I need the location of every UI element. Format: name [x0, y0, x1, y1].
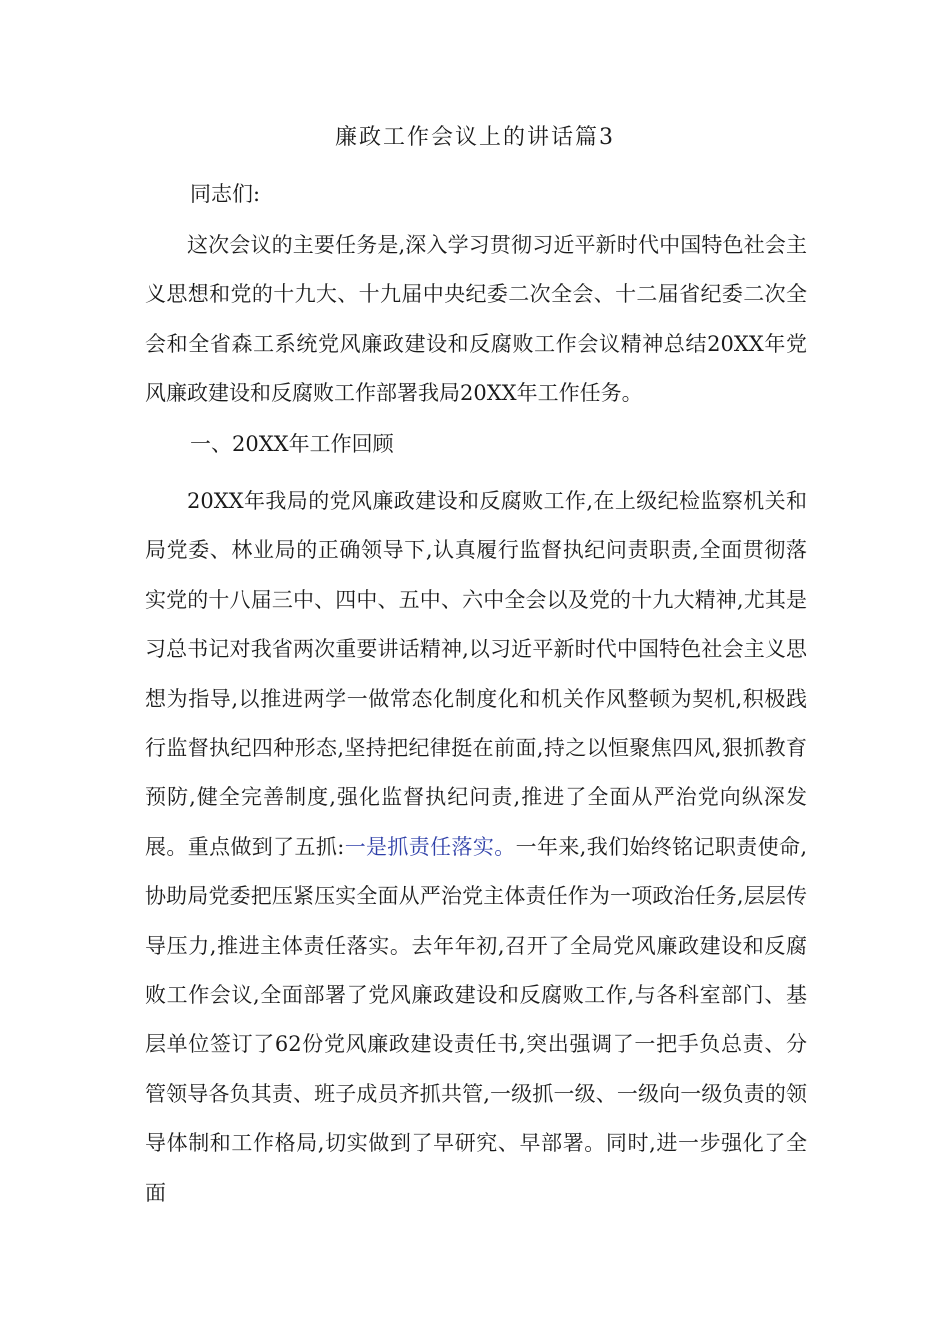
paragraph-review-continued: 一年来,我们始终铭记职责使命,协助局党委把压紧压实全面从严治党主体责任作为一项政治任务,层层传导压力,推进主体责任落实。去年年初,召开了全局党风廉政建设和反腐败工作会议,全面部署了党风廉政建设和反腐败工作,与各科室部门、基层单位签订了62份党风廉政建设责任书,突出强调了一把手负总责、分管领导各负其责、班子成员齐抓共管,一级抓一级、一级向一级负责的领导体制和工作格局,切实做到了早研究、早部署。同时,进一步强化了全面: [145, 834, 808, 1205]
greeting: 同志们:: [190, 182, 261, 206]
highlighted-phrase: 一是抓责任落实。: [344, 834, 516, 859]
section-heading: 一、20XX年工作回顾: [190, 432, 394, 456]
document-title: 廉政工作会议上的讲话篇3: [335, 125, 615, 150]
paragraph-review-text: 20XX年我局的党风廉政建设和反腐败工作,在上级纪检监察机关和局党委、林业局的正确领导下,认真履行监督执纪问责职责,全面贯彻落实党的十八届三中、四中、五中、六中全会以及党的十九大精神,尤其是习总书记对我省两次重要讲话精神,以习近平新时代中国特色社会主义思想为指导,以推进两学一做常态化制度化和机关作风整顿为契机,积极践行监督执纪四种形态,坚持把纪律挺在前面,持之以恒聚焦四风,狠抓教育预防,健全完善制度,强化监督执纪问责,推进了全面从严治党向纵深发展。重点做到了五抓:: [145, 489, 807, 859]
paragraph-intro: 这次会议的主要任务是,深入学习贯彻习近平新时代中国特色社会主义思想和党的十九大、十九届中央纪委二次全会、十二届省纪委二次全会和全省森工系统党风廉政建设和反腐败工作会议精神总结20XX年党风廉政建设和反腐败工作部署我局20XX年工作任务。: [145, 233, 807, 406]
paragraph-review: [145, 477, 807, 1218]
